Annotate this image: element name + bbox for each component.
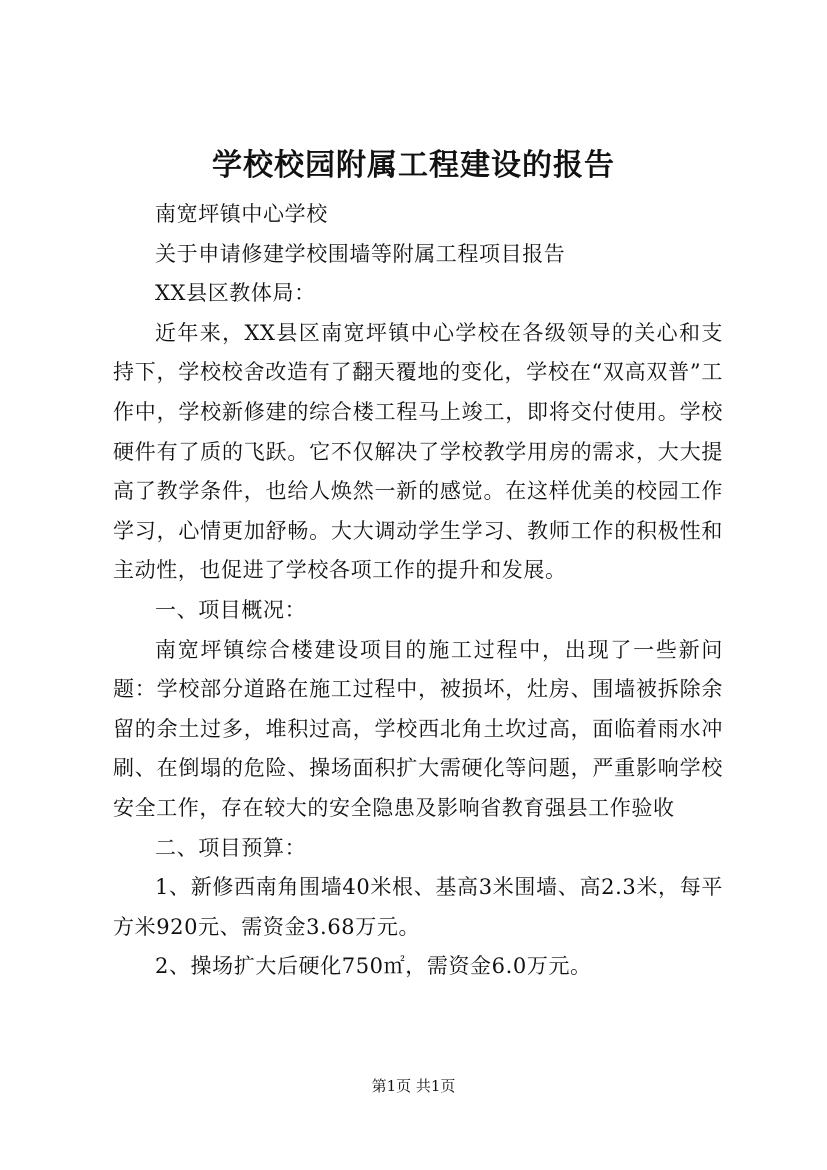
page-number-footer: 第1页 共1页 <box>371 1077 456 1095</box>
budget-item-1: 1、新修西南角围墙40米根、基高3米围墙、高2.3米，每平方米920元、需资金3.68万元。 <box>113 875 723 939</box>
budget-item-2: 2、操场扩大后硬化750㎡，需资金6.0万元。 <box>155 954 592 979</box>
document-title: 学校校园附属工程建设的报告 <box>212 148 615 183</box>
section-heading-budget: 二、项目预算： <box>155 835 307 860</box>
intro-paragraph: 近年来，XX县区南宽坪镇中心学校在各级领导的关心和支持下，学校校舍改造有了翻天覆地的变化，学校在“双高双普”工作中，学校新修建的综合楼工程马上竣工，即将交付使用。学校硬件有了质的飞跃。它不仅解决了学校教学用房的需求，大大提高了教学条件，也给人焕然一新的感觉。在这样优美的校园工作学习，心情更加舒畅。大大调动学生学习、教师工作的积极性和主动性，也促进了学校各项工作的提升和发展。 <box>113 320 723 583</box>
report-subject-line: 关于申请修建学校围墙等附属工程项目报告 <box>155 241 566 266</box>
document-body <box>113 195 723 987</box>
section-heading-overview: 一、项目概况： <box>155 597 307 622</box>
recipient-line: XX县区教体局： <box>155 281 316 306</box>
overview-paragraph: 南宽坪镇综合楼建设项目的施工过程中，出现了一些新问题：学校部分道路在施工过程中，被损坏，灶房、围墙被拆除余留的余土过多，堆积过高，学校西北角土坎过高，面临着雨水冲刷、在倒塌的危险、操场面积扩大需硬化等问题，严重影响学校安全工作，存在较大的安全隐患及影响省教育强县工作验收 <box>113 637 723 820</box>
school-name-line: 南宽坪镇中心学校 <box>155 202 328 226</box>
